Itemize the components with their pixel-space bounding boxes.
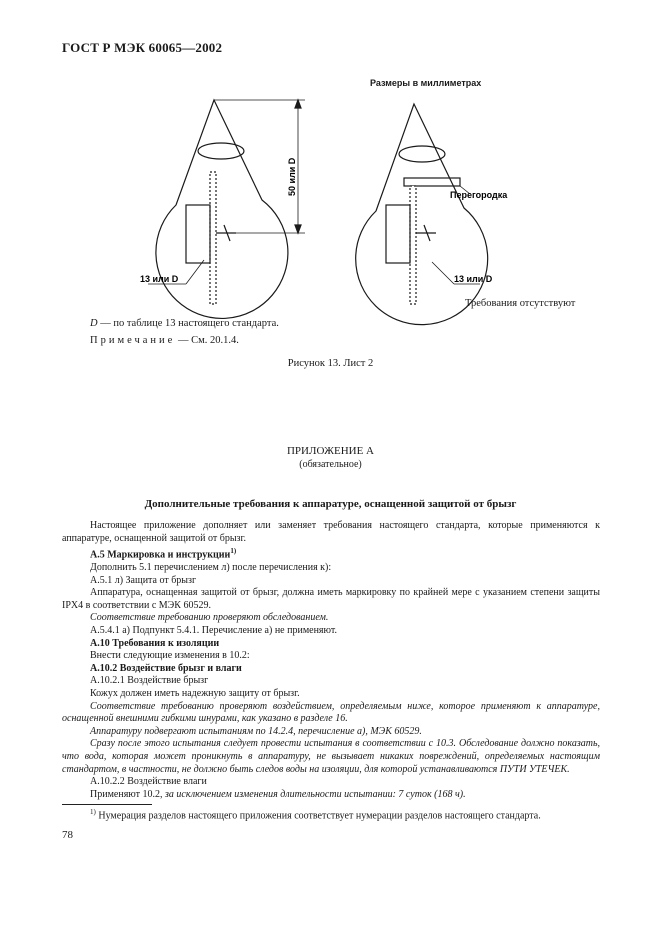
- paragraph: Настоящее приложение дополняет или заменяет требования настоящего стандарта, которые применяются к аппаратуре, оснащенной защитой от брызг.: [62, 520, 600, 544]
- right-support-post: [410, 186, 416, 304]
- appendix-title: ПРИЛОЖЕНИЕ А: [286, 445, 374, 457]
- dimensions-note: Размеры в миллиметрах: [370, 78, 482, 88]
- left-support-post: [210, 172, 216, 304]
- paragraph: Внести следующие изменения в 10.2:: [90, 650, 250, 662]
- vertical-dim-label: 50 или D: [287, 157, 297, 196]
- right-spray-cone: [356, 104, 488, 325]
- note-text: — См. 20.1.4.: [175, 335, 239, 346]
- paragraph: А.10.2.2 Воздействие влаги: [90, 776, 207, 788]
- heading-a5-text: А.5 Маркировка и инструкции: [90, 549, 231, 561]
- appendix-subtitle: (обязательное): [299, 459, 362, 470]
- footnote-divider: [62, 804, 152, 805]
- document-header: ГОСТ Р МЭК 60065—2002: [62, 40, 223, 55]
- paragraph: А.5.4.1 а) Подпункт 5.4.1. Перечисление а) не применяют.: [90, 625, 337, 637]
- heading-a102: А.10.2 Воздействие брызг и влаги: [90, 662, 242, 674]
- no-requirements-label: Требования отсутствуют: [465, 298, 576, 309]
- page-number: 78: [62, 829, 73, 841]
- paragraph: Соответствие требованию проверяют обследованием.: [90, 612, 329, 624]
- left-apparatus-box: [186, 205, 210, 263]
- p14-italic: за исключением изменения длительности испытании: 7 суток (168 ч).: [165, 788, 466, 800]
- right-dim-label: 13 или D: [454, 274, 493, 284]
- section-title: Дополнительные требования к аппаратуре, оснащенной защитой от брызг: [144, 498, 517, 510]
- paragraph: А.10.2.1 Воздействие брызг: [90, 675, 209, 687]
- footnote-ref: 1): [230, 547, 237, 556]
- footnote-text: Нумерация разделов настоящего приложения соответствует нумерации разделов настоящего стандарта.: [95, 810, 541, 822]
- right-apparatus-box: [386, 205, 410, 263]
- left-dim-label: 13 или D: [140, 274, 179, 284]
- heading-a10: А.10 Требования к изоляции: [90, 637, 220, 649]
- left-nozzle-ellipse: [198, 143, 244, 159]
- appendix-body: [62, 520, 600, 801]
- spray-figure: [130, 92, 508, 302]
- paragraph-mixed: [62, 789, 600, 802]
- paragraph: А.5.1 л) Защита от брызг: [90, 574, 197, 586]
- paragraph: Соответствие требованию проверяют воздействием, определяемым ниже, которое применяют к аппаратуре, оснащенной внешними гибкими шнурами, как указано в разделе 16.: [62, 700, 600, 725]
- footnote: [90, 808, 541, 821]
- d-symbol: D: [90, 318, 98, 329]
- paragraph: Кожух должен иметь надежную защиту от брызг.: [90, 688, 300, 700]
- partition-label: Перегородка: [450, 190, 508, 200]
- footnote-mark: 1): [90, 808, 96, 816]
- paragraph: Сразу после этого испытания следует провести испытания в соответствии с 10.3. Обследование должно показать, что вода, которая может проникнуть в аппаратуру, не вызывает никаких повреждений, определяемых настоящим стандартом, в частности, не должно быть следов воды на изоляции, для которой устанавливаются ПУТИ УТЕЧЕК.: [62, 738, 600, 775]
- paragraph: Дополнить 5.1 перечислением л) после перечисления к):: [90, 562, 332, 574]
- heading-a5: [62, 545, 600, 562]
- p14-normal: Применяют 10.2,: [90, 788, 165, 800]
- d-note: [90, 318, 279, 329]
- d-note-text: — по таблице 13 настоящего стандарта.: [97, 318, 279, 329]
- note-word: Примечание: [90, 335, 176, 346]
- paragraph: Аппаратуру подвергают испытаниям по 14.2.4, перечисление а), МЭК 60529.: [90, 725, 422, 737]
- paragraph: Аппаратура, оснащенная защитой от брызг, должна иметь маркировку по крайней мере с указанием степени защиты IPX4 в соответствии с МЭК 60529.: [62, 587, 600, 611]
- left-spray-cone: [156, 100, 288, 318]
- figure-note: [90, 335, 239, 346]
- figure-caption: Рисунок 13. Лист 2: [287, 358, 374, 369]
